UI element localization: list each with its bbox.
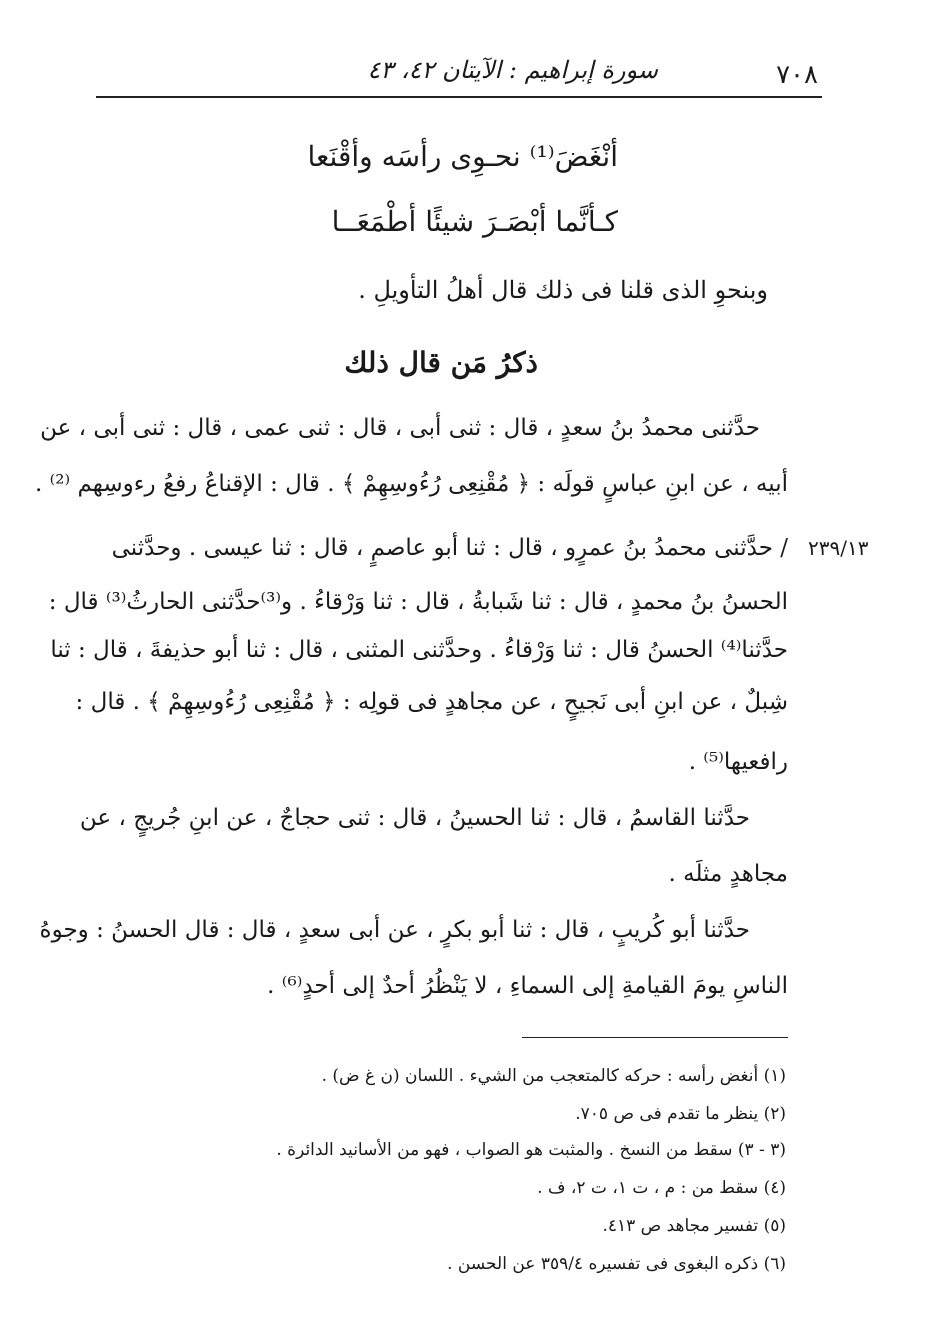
paragraph-line: حدَّثنا أبو كُريبٍ ، قال : ثنا أبو بكرٍ ، عن أبى سعدٍ ، قال : قال الحسنُ : وجوهُ <box>39 917 750 943</box>
paragraph-line: حدَّثنا⁽⁴⁾ الحسنُ قال : ثنا وَرْقاءُ . وحدَّثنى المثنى ، قال : ثنا أبو حذيفةَ ، قال : ثنا <box>50 637 788 663</box>
paragraph-line: مجاهدٍ مثلَه . <box>668 861 788 887</box>
paragraph-line: أبيه ، عن ابنِ عباسٍ قولَه : ﴿ مُقْنِعِى رُءُوسِهِمْ ﴾ . قال : الإقناعُ رفعُ رءوسِهم ⁽²⁾ . <box>34 471 788 497</box>
intro-line: وبنحوِ الذى قلنا فى ذلك قال أهلُ التأويلِ . <box>358 276 768 304</box>
section-heading: ذكرُ مَن قال ذلك <box>344 346 538 379</box>
paragraph-line: رافعيها⁽⁵⁾ . <box>688 749 788 775</box>
verse-line-2: كـأنَّما أبْصَـرَ شيئًا أطْمَعَــا <box>331 205 618 238</box>
footnote: (٣ - ٣) سقط من النسخ . والمثبت هو الصواب ، فهو من الأسانيد الدائرة . <box>276 1140 786 1160</box>
paragraph-line: شِبلٌ ، عن ابنِ أبى نَجيحٍ ، عن مجاهدٍ فى قولِه : ﴿ مُقْنِعِى رُءُوسِهِمْ ﴾ . قال : <box>75 689 788 715</box>
verse-line-1: أنْغَضَ⁽¹⁾ نحـوِى رأسَه وأقْنَعا <box>307 140 618 173</box>
footnote: (٤) سقط من : م ، ت ١، ت ٢، ف . <box>537 1178 786 1198</box>
paragraph-line: / حدَّثنى محمدُ بنُ عمرٍو ، قال : ثنا أبو عاصمٍ ، قال : ثنا عيسى . وحدَّثنى <box>111 535 788 561</box>
footnote: (٦) ذكره البغوى فى تفسيره ٣٥٩/٤ عن الحسن . <box>447 1254 786 1274</box>
footnote: (٢) ينظر ما تقدم فى ص ٧٠٥. <box>575 1104 786 1124</box>
running-title: سورة إبراهيم : الآيتان ٤٢، ٤٣ <box>367 56 658 84</box>
margin-reference: ٢٣٩/١٣ <box>808 536 869 560</box>
paragraph-line: الناسِ يومَ القيامةِ إلى السماءِ ، لا يَنْظُرُ أحدٌ إلى أحدٍ⁽⁶⁾ . <box>267 973 788 999</box>
paragraph-line: الحسنُ بنُ محمدٍ ، قال : ثنا شَبابةُ ، قال : ثنا وَرْقاءُ . و⁽³⁾حدَّثنى الحارثُ⁽³⁾ قال : <box>48 589 788 615</box>
footnote: (٥) تفسير مجاهد ص ٤١٣. <box>602 1216 786 1236</box>
footnote: (١) أنغض رأسه : حركه كالمتعجب من الشيء . اللسان (ن غ ض) . <box>321 1066 786 1086</box>
header-rule <box>96 96 822 98</box>
page-number: ٧٠٨ <box>776 60 818 90</box>
paragraph-line: حدَّثنى محمدُ بنُ سعدٍ ، قال : ثنى أبى ، قال : ثنى عمى ، قال : ثنى أبى ، عن <box>40 415 760 441</box>
paragraph-line: حدَّثنا القاسمُ ، قال : ثنا الحسينُ ، قال : ثنى حجاجٌ ، عن ابنِ جُريجٍ ، عن <box>79 805 750 831</box>
footnote-rule <box>522 1037 788 1038</box>
